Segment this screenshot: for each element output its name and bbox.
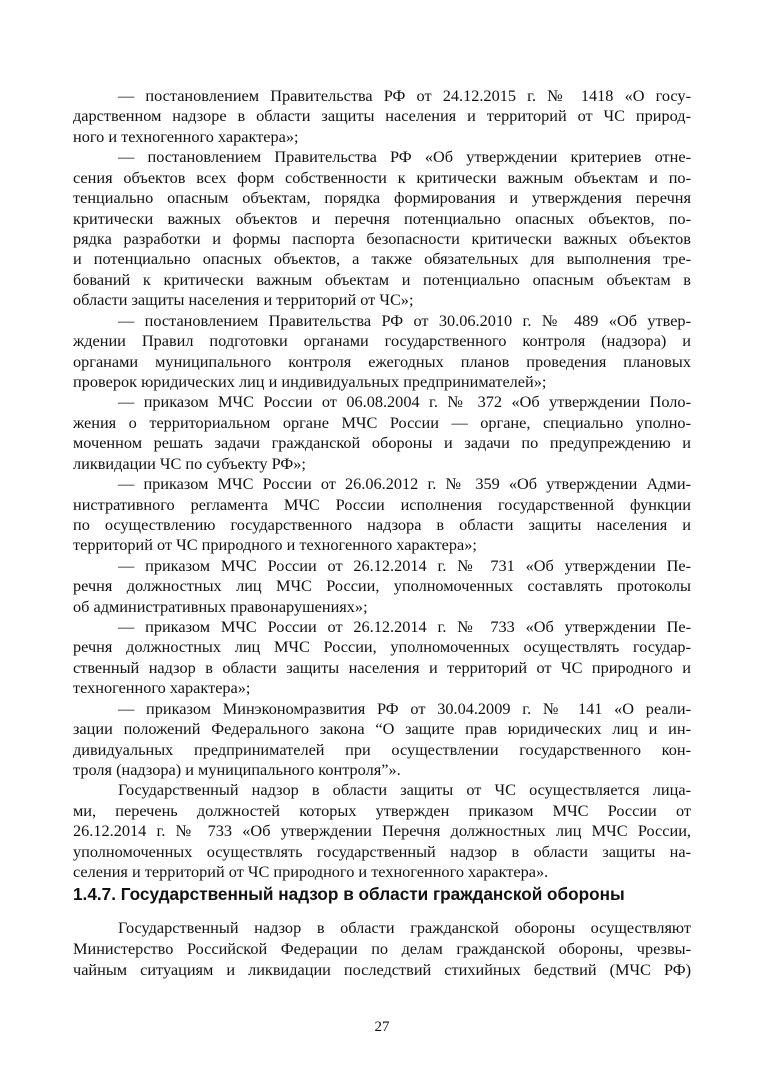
text-line: ного и техногенного характера»; <box>73 126 299 146</box>
text-line: Государственный надзор в области защиты от ЧС осуществляется лица- <box>118 780 691 800</box>
text-line: зации положений Федерального закона “О защите прав юридических лиц и ин- <box>73 719 691 739</box>
text-line: — постановлением Правительства РФ от 30.06.2010 г. № 489 «Об утвер- <box>118 310 691 330</box>
text-line: бований к критически важным объектам и потенциально опасным объектам в <box>73 269 691 289</box>
text-line: нистративного регламента МЧС России исполнения государственной функции <box>73 494 691 514</box>
text-line: — приказом МЧС России от 26.12.2014 г. № 731 «Об утверждении Пе- <box>118 555 691 575</box>
text-line: — постановлением Правительства РФ от 24.12.2015 г. № 1418 «О госу- <box>118 86 691 105</box>
text-line: селения и территорий от ЧС природного и техногенного характера». <box>73 862 549 882</box>
text-line: рядка разработки и формы паспорта безопасности критически важных объектов <box>73 229 691 248</box>
text-line: речня должностных лиц МЧС России, уполномоченных осуществлять государ- <box>73 637 691 657</box>
text-line: техногенного характера»; <box>73 678 251 698</box>
text-line: дивидуальных предпринимателей при осуществлении государственного кон- <box>73 739 691 759</box>
text-line: сения объектов всех форм собственности к критически важным объектам и по- <box>73 167 691 187</box>
text-line: тенциально опасным объектам, порядка формирования и утверждения перечня <box>73 188 691 208</box>
text-line: ликвидации ЧС по субъекту РФ»; <box>73 453 306 473</box>
text-line: — приказом МЧС России от 26.12.2014 г. № 733 «Об утверждении Пе- <box>118 617 691 636</box>
text-line: критически важных объектов и перечня потенциально опасных объектов, по- <box>73 208 691 228</box>
text-line: троля (надзора) и муниципального контроля”». <box>73 760 401 779</box>
text-line: 26.12.2014 г. № 733 «Об утверждении Перечня должностных лиц МЧС России, <box>73 821 691 841</box>
text-line: органами муниципального контроля ежегодных планов проведения плановых <box>73 351 691 371</box>
text-line: жения о территориальном органе МЧС России — органе, специально уполно- <box>73 412 691 432</box>
text-line: области защиты населения и территорий от ЧС»; <box>73 290 414 310</box>
text-line: территорий от ЧС природного и техногенного характера»; <box>73 535 477 555</box>
text-line: моченном решать задачи гражданской обороны и задачи по предупреждению и <box>73 433 691 453</box>
text-line: Государственный надзор в области гражданской обороны осуществляют <box>118 918 691 937</box>
section-heading: 1.4.7. Государственный надзор в области гражданской обороны <box>73 884 625 904</box>
text-line: ми, перечень должностей которых утвержден приказом МЧС России от <box>73 800 691 820</box>
text-line: ждении Правил подготовки органами государственного контроля (надзора) и <box>73 331 691 351</box>
text-line: уполномоченных осуществлять государственный надзор в области защиты на- <box>73 841 691 861</box>
text-line: — постановлением Правительства РФ «Об утверждении критериев отне- <box>118 147 691 167</box>
text-line: — приказом МЧС России от 06.08.2004 г. № 372 «Об утверждении Поло- <box>118 392 691 412</box>
text-line: по осуществлению государственного надзора в области защиты населения и <box>73 514 691 534</box>
text-line: дарственном надзоре в области защиты населения и территорий от ЧС природ- <box>73 106 691 126</box>
text-line: чайным ситуациям и ликвидации последствий стихийных бедствий (МЧС РФ) <box>73 960 691 979</box>
page-number: 27 <box>374 1019 390 1035</box>
text-line: — приказом МЧС России от 26.06.2012 г. № 359 «Об утверждении Адми- <box>118 474 691 494</box>
text-line: проверок юридических лиц и индивидуальных предпринимателей»; <box>73 371 547 391</box>
text-line: Министерство Российской Федерации по делам гражданской обороны, чрезвы- <box>73 939 691 958</box>
text-line: — приказом Минэкономразвития РФ от 30.04.2009 г. № 141 «О реали- <box>118 698 691 718</box>
text-line: речня должностных лиц МЧС России, уполномоченных составлять протоколы <box>73 576 691 596</box>
text-line: и потенциально опасных объектов, а также обязательных для выполнения тре- <box>73 249 691 269</box>
text-line: ственный надзор в области защиты населения и территорий от ЧС природного и <box>73 657 691 677</box>
text-line: об административных правонарушениях»; <box>73 596 368 616</box>
